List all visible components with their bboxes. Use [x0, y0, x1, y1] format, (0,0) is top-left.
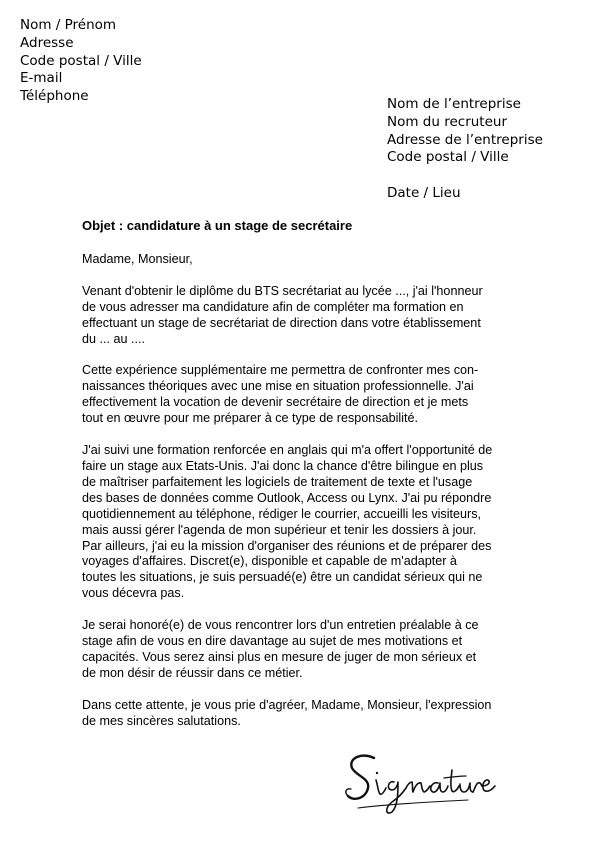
sender-postal-city: Code postal / Ville	[20, 52, 142, 69]
paragraph-line: Je serai honoré(e) de vous rencontrer lors d'un entretien préalable à ce	[82, 618, 479, 633]
paragraph-intro	[82, 284, 512, 348]
paragraph-line: mais aussi gérer l'agenda de mon supérieur et tenir les dossiers à jour.	[82, 522, 477, 537]
paragraph-line: stage afin de vous en dire davantage au sujet de mes motivations et	[82, 634, 463, 649]
paragraph-line: quotidiennement au téléphone, rédiger le courrier, accueilli les visiteurs,	[82, 506, 482, 521]
paragraph-line: de vous adresser ma candidature afin de compléter ma formation en	[82, 299, 464, 314]
date-place: Date / Lieu	[387, 185, 461, 201]
paragraph-line: de mes sincères salutations.	[82, 713, 241, 728]
signature-drawing	[340, 748, 500, 818]
paragraph-line: Dans cette attente, je vous prie d'agréer, Madame, Monsieur, l'expression	[82, 697, 492, 712]
paragraph-line: Venant d'obtenir le diplôme du BTS secrétariat au lycée ..., j'ai l'honneur	[82, 283, 483, 298]
paragraph-line: du ... au ....	[82, 331, 146, 346]
recipient-company: Nom de l’entreprise	[387, 96, 521, 112]
recipient-recruiter: Nom du recruteur	[387, 113, 508, 130]
recipient-postal-city: Code postal / Ville	[387, 149, 509, 166]
paragraph-skills	[82, 443, 512, 602]
sender-phone: Téléphone	[20, 88, 89, 105]
recipient-address: Adresse de l’entreprise	[387, 131, 543, 148]
paragraph-line: des bases de données comme Outlook, Access ou Lynx. J'ai pu répondre	[82, 490, 492, 505]
paragraph-line: Par ailleurs, j'ai eu la mission d'organiser des réunions et de préparer des	[82, 538, 492, 553]
paragraph-meeting	[82, 618, 512, 682]
sender-name: Nom / Prénom	[20, 17, 117, 33]
recipient-block	[387, 96, 543, 167]
paragraph-line: Cette expérience supplémentaire me permettra de confronter mes con-	[82, 363, 479, 378]
sender-address: Adresse	[20, 34, 74, 51]
sender-email: E-mail	[20, 70, 63, 87]
paragraph-line: effectuant un stage de secrétariat de direction dans votre établissement	[82, 315, 481, 330]
letter-salutation: Madame, Monsieur,	[82, 251, 193, 266]
paragraph-line: effectivement la vocation de devenir secrétaire de direction et je mets	[82, 395, 469, 410]
sender-block	[20, 17, 142, 106]
paragraph-line: capacités. Vous serez ainsi plus en mesure de juger de mon sérieux et	[82, 649, 477, 664]
paragraph-line: tout en œuvre pour me préparer à ce type de responsabilité.	[82, 411, 419, 426]
paragraph-line: J'ai suivi une formation renforcée en anglais qui m'a offert l'opportunité de	[82, 443, 493, 458]
paragraph-line: naissances théoriques avec une mise en situation professionnelle. J'ai	[82, 379, 474, 394]
letter-body	[82, 218, 512, 746]
paragraph-closing	[82, 698, 512, 730]
paragraph-line: vous décevra pas.	[82, 586, 185, 601]
handwritten-signature	[340, 748, 500, 818]
paragraph-line: toutes les situations, je suis persuadé(e) être un candidat sérieux qui ne	[82, 570, 483, 585]
paragraph-line: voyages d'affaires. Discret(e), disponible et capable de m'adapter à	[82, 554, 457, 569]
paragraph-line: de maîtriser parfaitement les logiciels de traitement de texte et l'usage	[82, 474, 473, 489]
paragraph-experience	[82, 363, 512, 427]
paragraph-line: de mon désir de réussir dans ce métier.	[82, 665, 303, 680]
paragraph-line: faire un stage aux Etats-Unis. J'ai donc la chance d'être bilingue en plus	[82, 458, 484, 473]
letter-subject: Objet : candidature à un stage de secrétaire	[82, 218, 353, 233]
